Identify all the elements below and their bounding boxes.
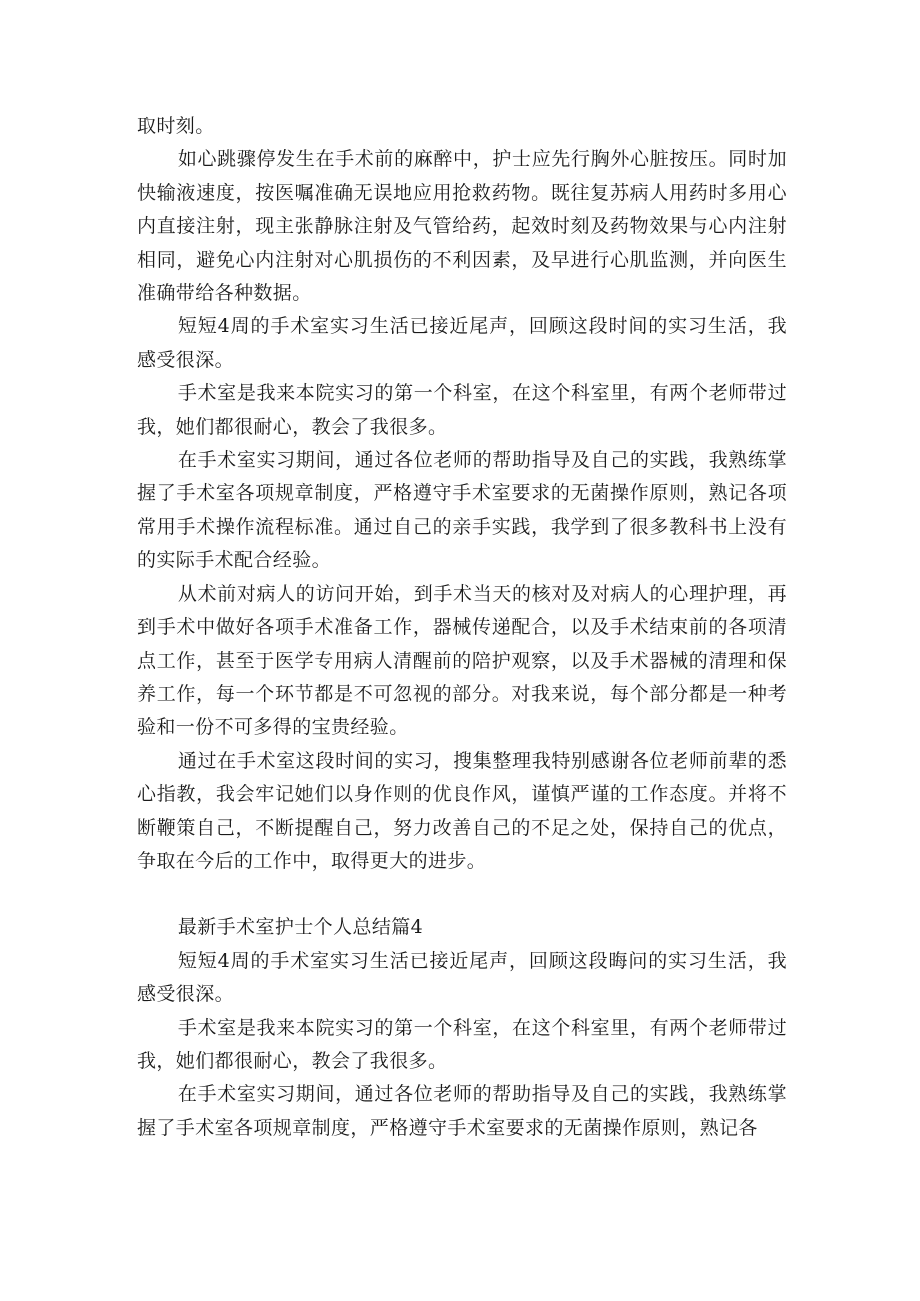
paragraph-rules-mastery: 在手术室实习期间，通过各位老师的帮助指导及自己的实践，我熟练掌握了手术室各项规章制度，严格遵守手术室要求的无菌操作原则，熟记各项常用手术操作流程标准。通过自己的亲手实践，我学到了很多教科书上没有的实际手术配合经验。 [137, 449, 787, 572]
paragraph-first-department-2: 手术室是我来本院实习的第一个科室，在这个科室里，有两个老师带过我，她们都很耐心，教会了我很多。 [137, 1016, 787, 1072]
paragraph-continued: 取时刻。 [137, 115, 215, 137]
paragraph-cardiac-arrest: 如心跳骤停发生在手术前的麻醉中，护士应先行胸外心脏按压。同时加快输液速度，按医嘱准确无误地应用抢救药物。既往复苏病人用药时多用心内直接注射，现主张静脉注射及气管给药，起效时刻及药物效果与心内注射相同，避免心内注射对心肌损伤的不利因素，及早进行心肌监测，并向医生准确带给各种数据。 [137, 148, 787, 305]
paragraph-internship-intro-2: 短短4周的手术室实习生活已接近尾声，回顾这段晦问的实习生活，我感受很深。 [137, 949, 787, 1006]
document-body [137, 110, 787, 1145]
paragraph-internship-intro: 短短4周的手术室实习生活已接近尾声，回顾这段时间的实习生活，我感受很深。 [137, 315, 787, 371]
section-heading: 最新手术室护士个人总结篇4 [177, 916, 424, 939]
section-spacer [137, 878, 787, 911]
paragraph-gratitude: 通过在手术室这段时间的实习，搜集整理我特别感谢各位老师前辈的悉心指教，我会牢记她们以身作则的优良作风，谨慎严谨的工作态度。并将不断鞭策自己，不断提醒自己，努力改善自己的不足之处，保持自己的优点，争取在今后的工作中，取得更大的进步。 [137, 749, 787, 872]
paragraph-rules-mastery-2: 在手术室实习期间，通过各位老师的帮助指导及自己的实践，我熟练掌握了手术室各项规章制度，严格遵守手术室要求的无菌操作原则，熟记各 [137, 1083, 787, 1139]
paragraph-first-department: 手术室是我来本院实习的第一个科室，在这个科室里，有两个老师带过我，她们都很耐心，教会了我很多。 [137, 382, 787, 438]
paragraph-workflow: 从术前对病人的访问开始，到手术当天的核对及对病人的心理护理，再到手术中做好各项手术准备工作，器械传递配合，以及手术结束前的各项清点工作，甚至于医学专用病人清醒前的陪护观察，以及手术器械的清理和保养工作，每一个环节都是不可忽视的部分。对我来说，每个部分都是一种考验和一份不可多得的宝贵经验。 [137, 582, 787, 739]
